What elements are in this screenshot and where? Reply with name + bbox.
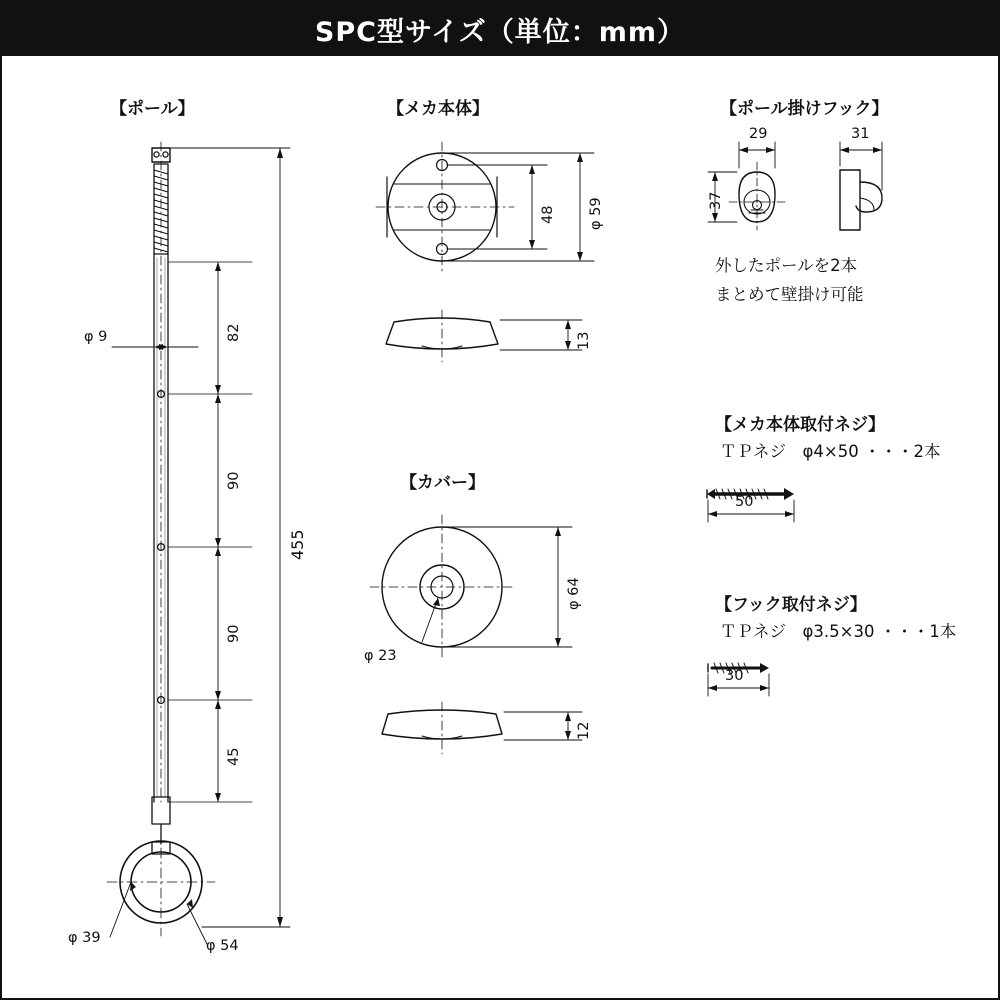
mecha-thickness-dim: 13	[576, 331, 592, 350]
pole-segment-top-dim: 82	[226, 323, 242, 342]
hook-screw-spec: ＴＰネジ φ3.5×30 ・・・1本	[720, 622, 957, 641]
pole-segment-bottom-dim: 45	[226, 747, 242, 766]
cover-thickness-dim: 12	[576, 721, 592, 740]
cover-inner-diameter-dim: φ 23	[364, 648, 397, 664]
body-screw-length-dim: 50	[735, 494, 754, 510]
hook-screw-length-dim: 30	[725, 668, 744, 684]
hook-note-line-1: 外したポールを2本	[715, 256, 858, 275]
pole-section-label: 【ポール】	[110, 99, 195, 119]
pole-segment-3-dim: 90	[226, 624, 242, 643]
technical-drawing	[2, 2, 1000, 1002]
hook-width-left-dim: 29	[749, 126, 768, 142]
hook-section-label: 【ポール掛けフック】	[720, 99, 889, 119]
hook-screw-section-label: 【フック取付ネジ】	[715, 595, 867, 615]
ring-outer-diameter-dim: φ 54	[206, 938, 239, 954]
page-title: SPC型サイズ（単位：mm）	[314, 16, 686, 48]
mecha-hole-pitch-dim: 48	[540, 205, 556, 224]
cover-section-label: 【カバー】	[400, 473, 485, 493]
pole-total-length-dim: 455	[288, 529, 307, 560]
pole-segment-2-dim: 90	[226, 471, 242, 490]
hook-width-right-dim: 31	[851, 126, 870, 142]
body-screw-spec: ＴＰネジ φ4×50 ・・・2本	[720, 442, 941, 461]
hook-height-dim: 37	[708, 191, 724, 210]
cover-outer-diameter-dim: φ 64	[566, 577, 582, 610]
pole-diameter-dim: φ 9	[84, 329, 108, 345]
hook-note-line-2: まとめて壁掛け可能	[715, 285, 864, 304]
ring-inner-diameter-dim: φ 39	[68, 930, 101, 946]
mecha-section-label: 【メカ本体】	[387, 99, 489, 119]
mecha-diameter-dim: φ 59	[588, 197, 604, 230]
body-screw-section-label: 【メカ本体取付ネジ】	[715, 415, 885, 435]
header-bar	[2, 2, 998, 56]
